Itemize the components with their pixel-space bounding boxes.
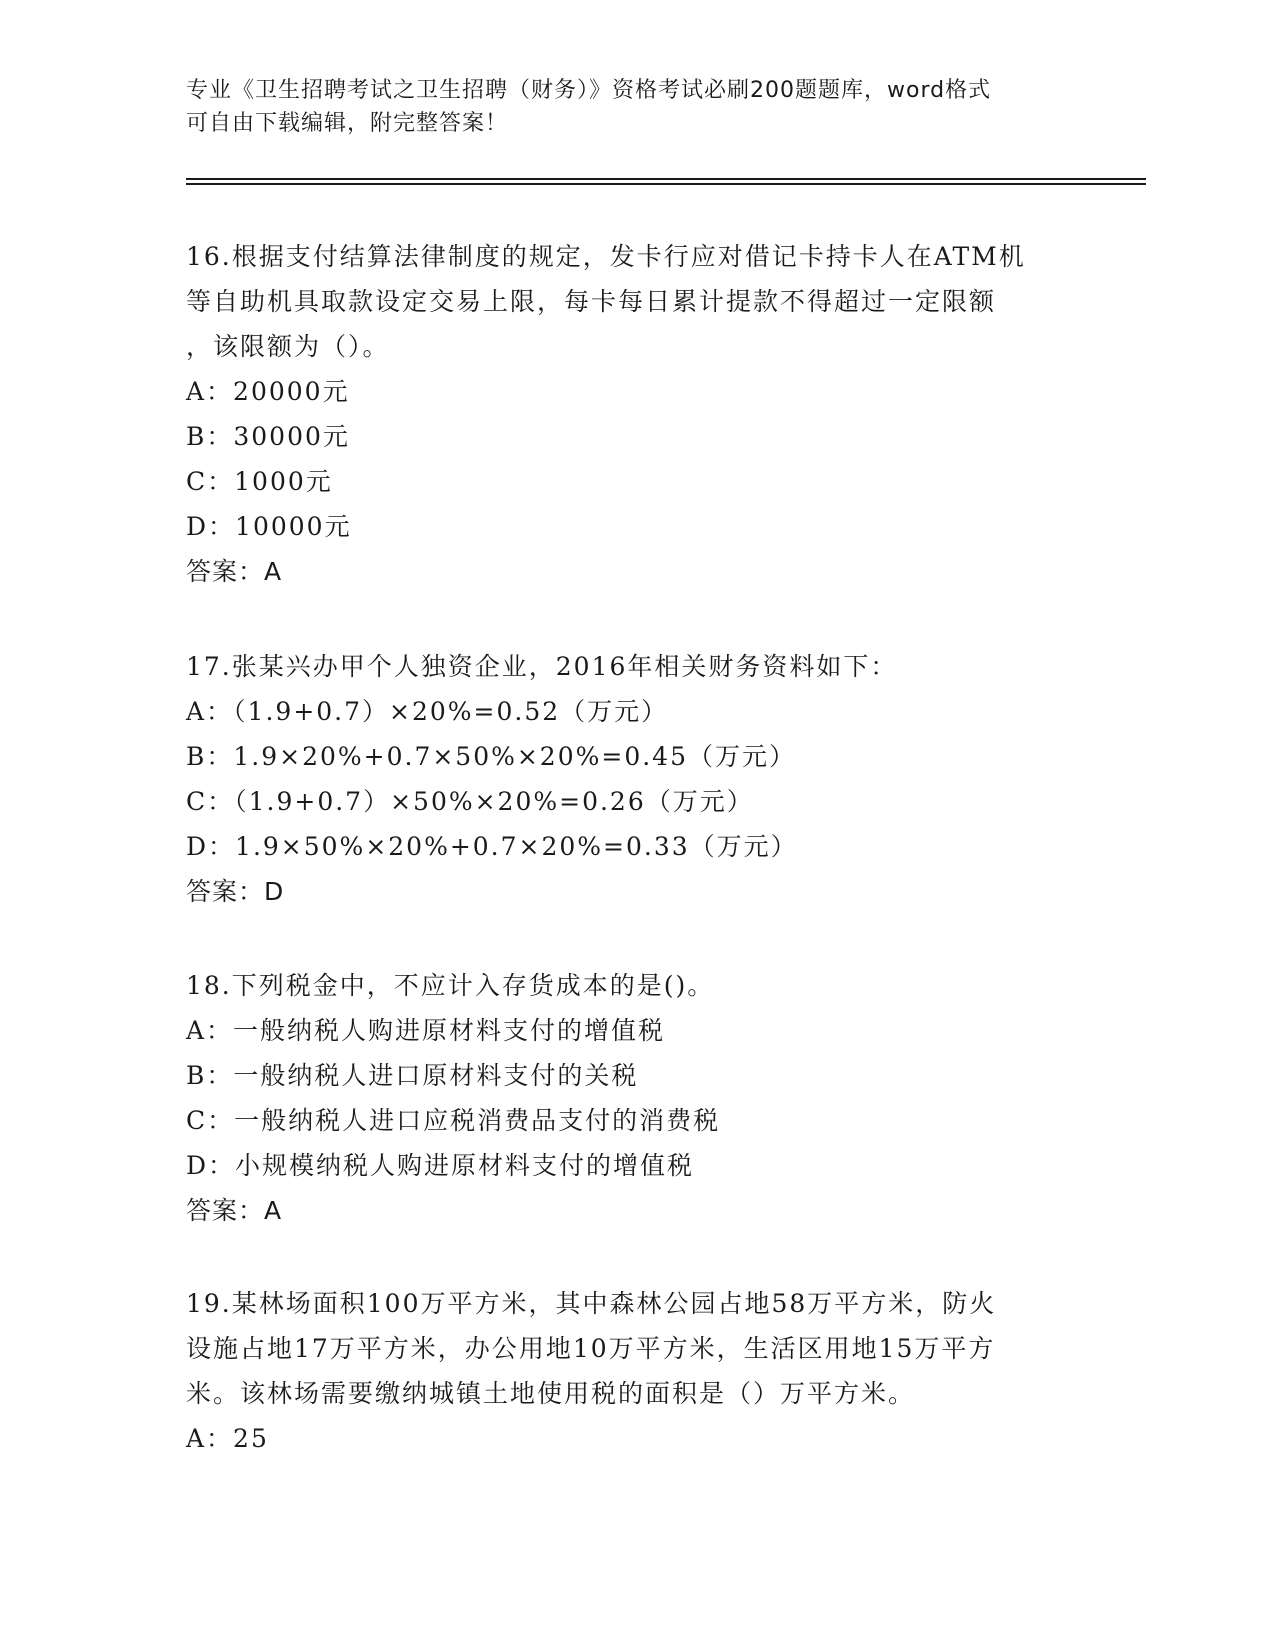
- answer-line: 答案：A: [186, 557, 283, 586]
- answer-line: 答案：A: [186, 1196, 283, 1225]
- option-d: D：10000元: [186, 512, 352, 541]
- question-stem-line: 17.张某兴办甲个人独资企业，2016年相关财务资料如下：: [186, 652, 898, 681]
- option-c: C：一般纳税人进口应税消费品支付的消费税: [186, 1106, 721, 1135]
- question-stem-line: 16.根据支付结算法律制度的规定，发卡行应对借记卡持卡人在ATM机: [186, 242, 1026, 271]
- question-stem-line: 米。该林场需要缴纳城镇土地使用税的面积是（）万平方米。: [186, 1379, 916, 1408]
- question-17: [186, 644, 1086, 914]
- question-stem-line: 18.下列税金中，不应计入存货成本的是()。: [186, 971, 715, 1000]
- question-stem-line: 19.某林场面积100万平方米，其中森林公园占地58万平方米，防火: [186, 1289, 997, 1318]
- question-18: [186, 963, 1086, 1233]
- question-stem-line: 等自助机具取款设定交易上限，每卡每日累计提款不得超过一定限额: [186, 287, 997, 316]
- option-a: A：一般纳税人购进原材料支付的增值税: [186, 1016, 666, 1045]
- header-divider-top: [186, 178, 1146, 180]
- answer-line: 答案：D: [186, 877, 285, 906]
- option-a: A：20000元: [186, 377, 350, 406]
- option-a: A：（1.9+0.7）×20%=0.52（万元）: [186, 697, 669, 726]
- header-line-2: 可自由下载编辑，附完整答案！: [186, 111, 509, 136]
- header-line-1: 专业《卫生招聘考试之卫生招聘（财务）》资格考试必刷200题题库，word格式: [186, 78, 992, 103]
- option-c: C：1000元: [186, 467, 333, 496]
- option-a: A：25: [186, 1424, 269, 1453]
- option-b: B：1.9×20%+0.7×50%×20%=0.45（万元）: [186, 742, 796, 771]
- option-b: B：30000元: [186, 422, 350, 451]
- question-16: [186, 234, 1086, 594]
- header-divider-bottom: [186, 183, 1146, 185]
- option-d: D：小规模纳税人购进原材料支付的增值税: [186, 1151, 695, 1180]
- question-19: [186, 1281, 1086, 1461]
- option-d: D：1.9×50%×20%+0.7×20%=0.33（万元）: [186, 832, 798, 861]
- option-c: C：（1.9+0.7）×50%×20%=0.26（万元）: [186, 787, 754, 816]
- question-stem-line: 设施占地17万平方米，办公用地10万平方米，生活区用地15万平方: [186, 1334, 996, 1363]
- option-b: B：一般纳税人进口原材料支付的关税: [186, 1061, 639, 1090]
- question-stem-line: ，该限额为（）。: [186, 332, 390, 361]
- document-header: [186, 74, 1086, 140]
